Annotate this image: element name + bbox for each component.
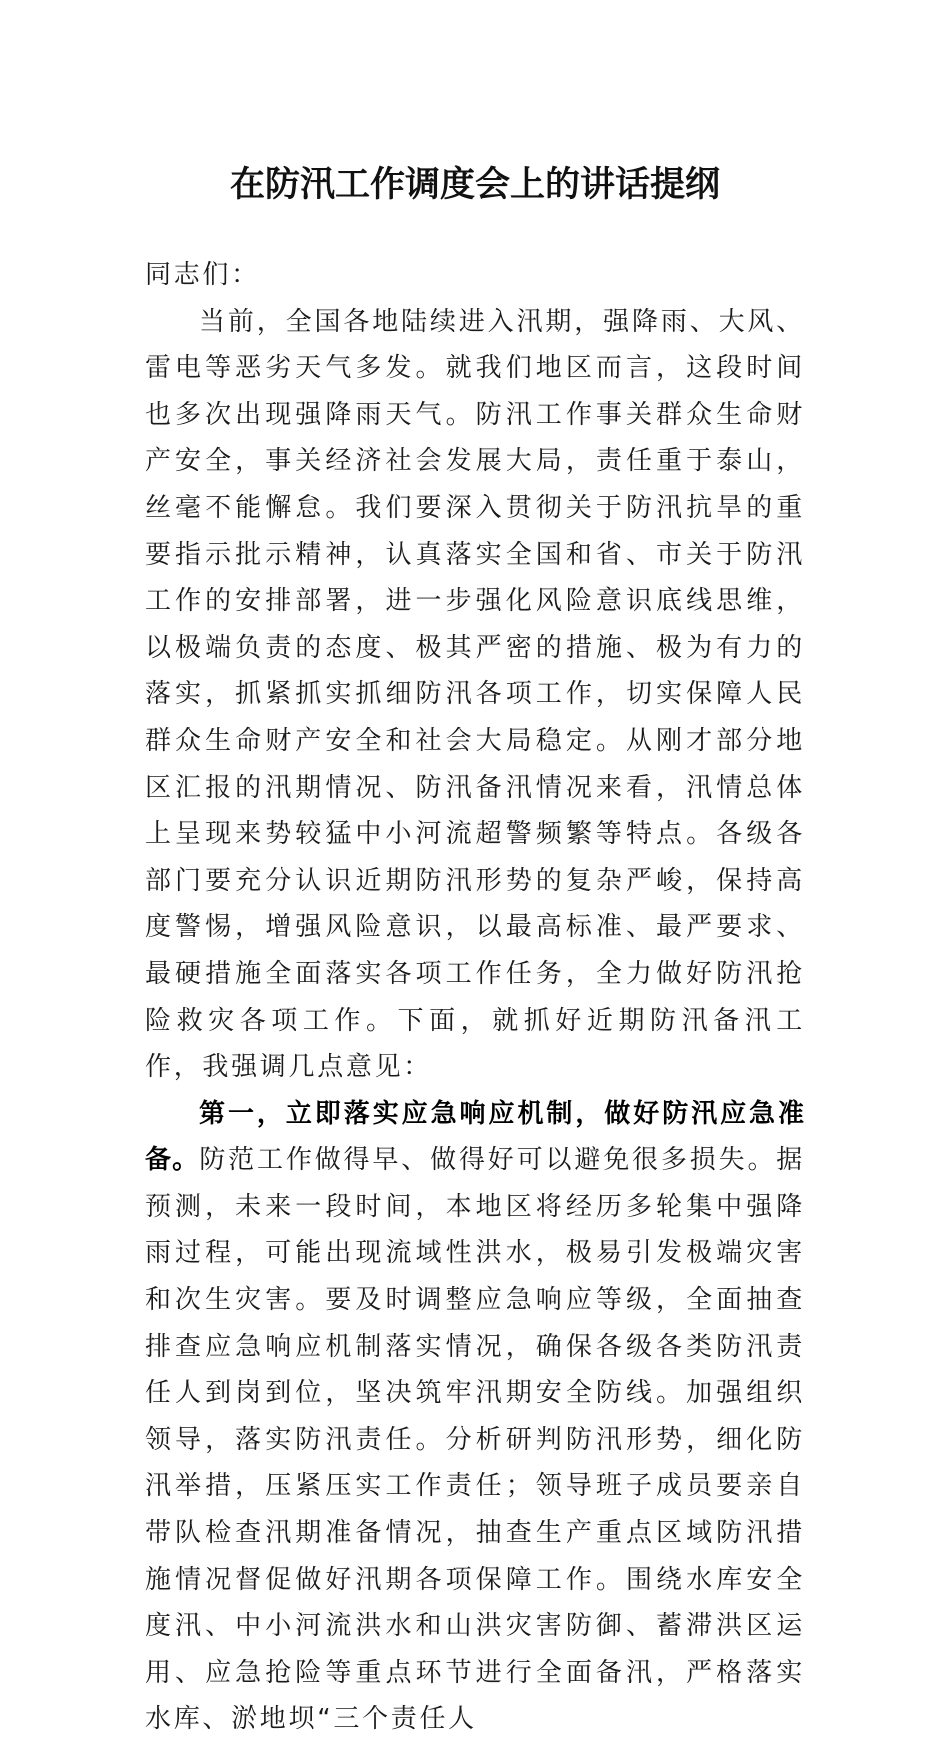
section-1-paragraph — [145, 1091, 805, 1743]
salutation: 同志们： — [145, 260, 260, 290]
intro-paragraph: 当前，全国各地陆续进入汛期，强降雨、大风、雷电等恶劣天气多发。就我们地区而言，这段时间也多次出现强降雨天气。防汛工作事关群众生命财产安全，事关经济社会发展大局，责任重于泰山，丝毫不能懈怠。我们要深入贯彻关于防汛抗旱的重要指示批示精神，认真落实全国和省、市关于防汛工作的安排部署，进一步强化风险意识底线思维，以极端负责的态度、极其严密的措施、极为有力的落实，抓紧抓实抓细防汛各项工作，切实保障人民群众生命财产安全和社会大局稳定。从刚才部分地区汇报的汛期情况、防汛备汛情况来看，汛情总体上呈现来势较猛中小河流超警频繁等特点。各级各部门要充分认识近期防汛形势的复杂严峻，保持高度警惕，增强风险意识，以最高标准、最严要求、最硬措施全面落实各项工作任务，全力做好防汛抢险救灾各项工作。下面，就抓好近期防汛备汛工作，我强调几点意见： — [145, 306, 805, 1083]
section-1-heading: 第一，立即落实应急响应机制，做好防汛应急准备。 — [145, 1098, 805, 1176]
document-title: 在防汛工作调度会上的讲话提纲 — [229, 164, 720, 205]
document-body — [145, 252, 805, 1743]
section-1-body: 防范工作做得早、做得好可以避免很多损失。据预测，未来一段时间，本地区将经历多轮集中强降雨过程，可能出现流域性洪水，极易引发极端灾害和次生灾害。要及时调整应急响应等级，全面抽查排查应急响应机制落实情况，确保各级各类防汛责任人到岗到位，坚决筑牢汛期安全防线。加强组织领导，落实防汛责任。分析研判防汛形势，细化防汛举措，压紧压实工作责任；领导班子成员要亲自带队检查汛期准备情况，抽查生产重点区域防汛措施情况督促做好汛期各项保障工作。围绕水库安全度汛、中小河流洪水和山洪灾害防御、蓄滞洪区运用、应急抢险等重点环节进行全面备汛，严格落实水库、淤地坝“三个责任人 — [145, 1145, 805, 1735]
